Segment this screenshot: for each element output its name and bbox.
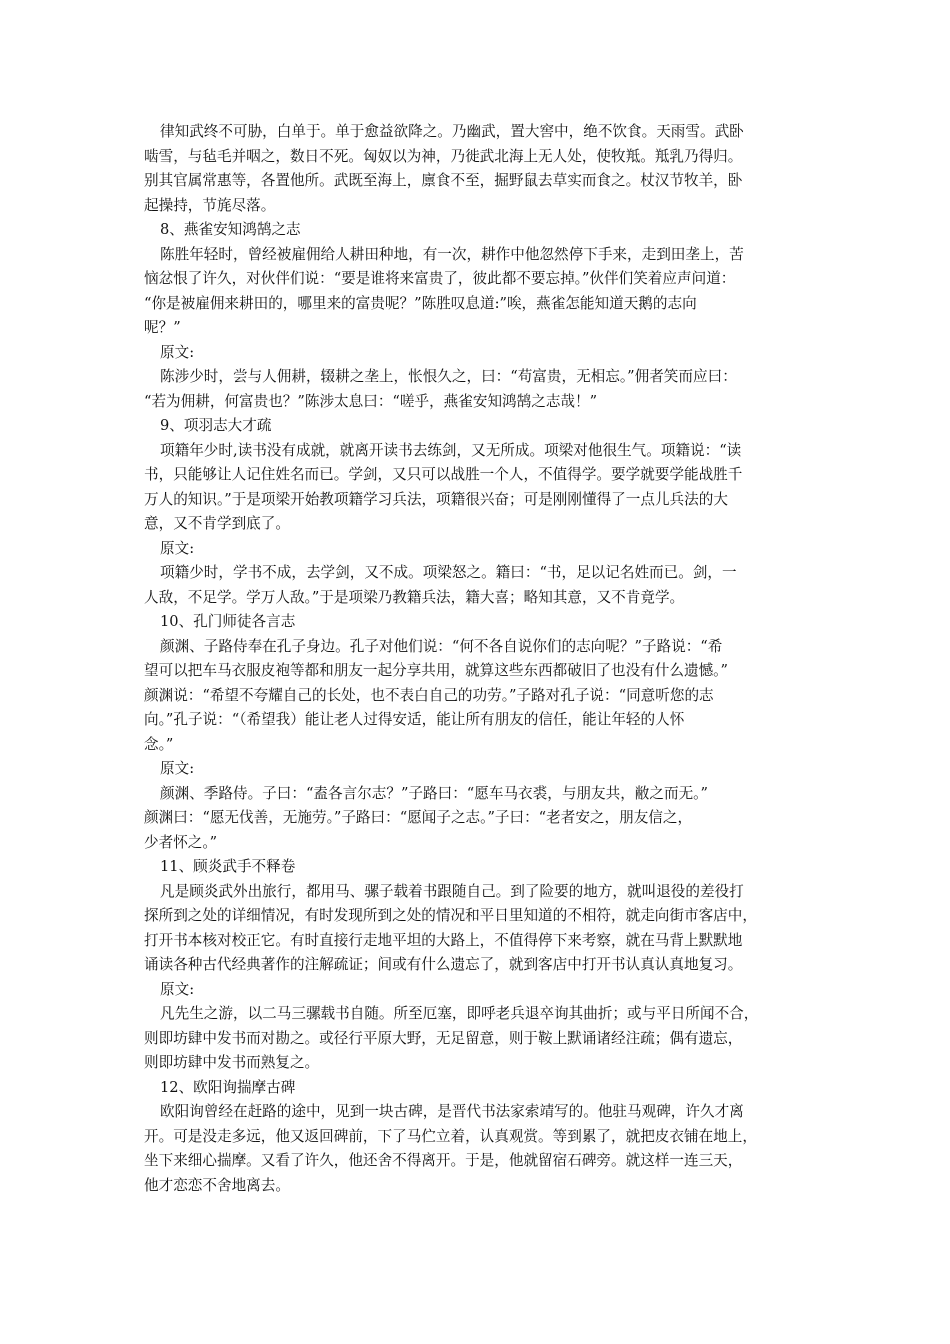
text-line: 坐下来细心揣摩。又看了许久，他还舍不得离开。于是，他就留宿石碑旁。就这样一连三天， [144,1152,743,1169]
text-line: 他才恋恋不舍地离去。 [144,1176,290,1194]
text-line: 凡是顾炎武外出旅行，都用马、骡子载着书跟随自己。到了险要的地方，就叫退役的差役打 [160,882,744,900]
text-line: 万人的知识。”于是项梁开始教项籍学习兵法，项籍很兴奋；可是刚刚懂得了一点儿兵法的大 [144,490,728,508]
text-line: 念。” [144,735,174,753]
text-line: 起操持，节旄尽落。 [144,196,276,214]
text-line: 陈涉少时，尝与人佣耕，辍耕之垄上，怅恨久之，曰：“苟富贵，无相忘。”佣者笑而应曰： [160,368,737,385]
text-line: 颜渊曰：“愿无伐善，无施劳。”子路曰：“愿闻子之志。”子曰：“老者安之，朋友信之， [144,809,693,826]
text-line: 原文: [160,980,195,998]
text-line: 呢？” [144,319,181,336]
text-line: 10、孔门师徒各言志 [160,613,296,630]
text-line: 8、燕雀安知鸿鹄之志 [160,221,301,238]
text-line: “若为佣耕，何富贵也？”陈涉太息曰：“嗟乎，燕雀安知鸿鹄之志哉！” [144,392,598,410]
text-line: 恼忿恨了许久，对伙伴们说：“要是谁将来富贵了，彼此都不要忘掉。”伙伴们笑着应声问道： [144,270,736,287]
text-line: 11、顾炎武手不释卷 [160,858,296,875]
text-line: 向。”孔子说：“（希望我）能让老人过得安适，能让所有朋友的信任，能让年轻的人怀 [144,711,685,728]
text-line: 颜渊、子路侍奉在孔子身边。孔子对他们说：“何不各自说你们的志向呢？”子路说：“希 [160,637,723,655]
text-line: 探所到之处的详细情况，有时发现所到之处的情况和平日里知道的不相符，就走向街市客店中， [144,907,757,924]
text-line: 12、欧阳询揣摩古碑 [160,1078,296,1096]
text-line: 颜渊说：“希望不夸耀自己的长处，也不表白自己的功劳。”子路对孔子说：“同意听您的志 [144,686,714,704]
text-line: 原文: [160,760,195,777]
text-line: 原文: [160,539,195,557]
text-line: 啮雪，与毡毛并咽之，数日不死。匈奴以为神，乃徙武北海上无人处，使牧羝。羝乳乃得归。 [144,147,743,165]
text-line: “你是被雇佣来耕田的，哪里来的富贵呢？”陈胜叹息道:”唉，燕雀怎能知道天鹅的志向 [144,294,697,312]
document-page [144,120,814,1198]
text-line: 少者怀之。” [144,833,218,851]
text-line: 项籍少时，学书不成，去学剑，又不成。项梁怒之。籍曰：“书，足以记名姓而已。剑，一 [160,564,737,581]
text-line: 欧阳询曾经在赶路的途中，见到一块古碑，是晋代书法家索靖写的。他驻马观碑，许久才离 [160,1103,744,1120]
text-line: 律知武终不可胁，白单于。单于愈益欲降之。乃幽武，置大窖中，绝不饮食。天雨雪。武卧 [160,123,744,140]
text-line: 原文: [160,343,195,361]
text-line: 9、项羽志大才疏 [160,417,272,434]
text-line: 打开书本核对校正它。有时直接行走地平坦的大路上，不值得停下来考察，就在马背上默默地 [144,931,743,949]
text-line: 开。可是没走多远，他又返回碑前，下了马伫立着，认真观赏。等到累了，就把皮衣铺在地上， [144,1127,757,1145]
text-line: 诵读各种古代经典著作的注解疏证；间或有什么遗忘了，就到客店中打开书认真认真地复习。 [144,956,743,973]
text-line: 则即坊肆中发书而熟复之。 [144,1054,320,1071]
text-line: 颜渊、季路侍。子曰：“盍各言尔志？”子路曰：“愿车马衣裘，与朋友共，敝之而无。” [160,784,708,802]
text-line: 陈胜年轻时，曾经被雇佣给人耕田种地，有一次，耕作中他忽然停下手来，走到田垄上，苦 [160,245,744,263]
text-line: 则即坊肆中发书而对勘之。或径行平原大野，无足留意，则于鞍上默诵诸经注疏；偶有遗忘， [144,1029,743,1047]
text-line: 别其官属常惠等，各置他所。武既至海上，廪食不至，掘野鼠去草实而食之。杖汉节牧羊，卧 [144,172,743,189]
text-line: 书，只能够让人记住姓名而已。学剑，又只可以战胜一个人，不值得学。要学就要学能战胜千 [144,466,743,483]
text-line: 意，又不肯学到底了。 [144,515,290,532]
text-line: 望可以把车马衣服皮袍等都和朋友一起分享共用，就算这些东西都破旧了也没有什么遗憾。” [144,662,728,679]
text-line: 凡先生之游，以二马三骡载书自随。所至厄塞，即呼老兵退卒询其曲折；或与平日所闻不合， [160,1005,759,1022]
text-line: 项籍年少时,读书没有成就，就离开读书去练剑，又无所成。项梁对他很生气。项籍说：“读 [160,441,742,459]
text-line: 人敌，不足学。学万人敌。”于是项梁乃教籍兵法，籍大喜；略知其意，又不肯竟学。 [144,588,685,606]
